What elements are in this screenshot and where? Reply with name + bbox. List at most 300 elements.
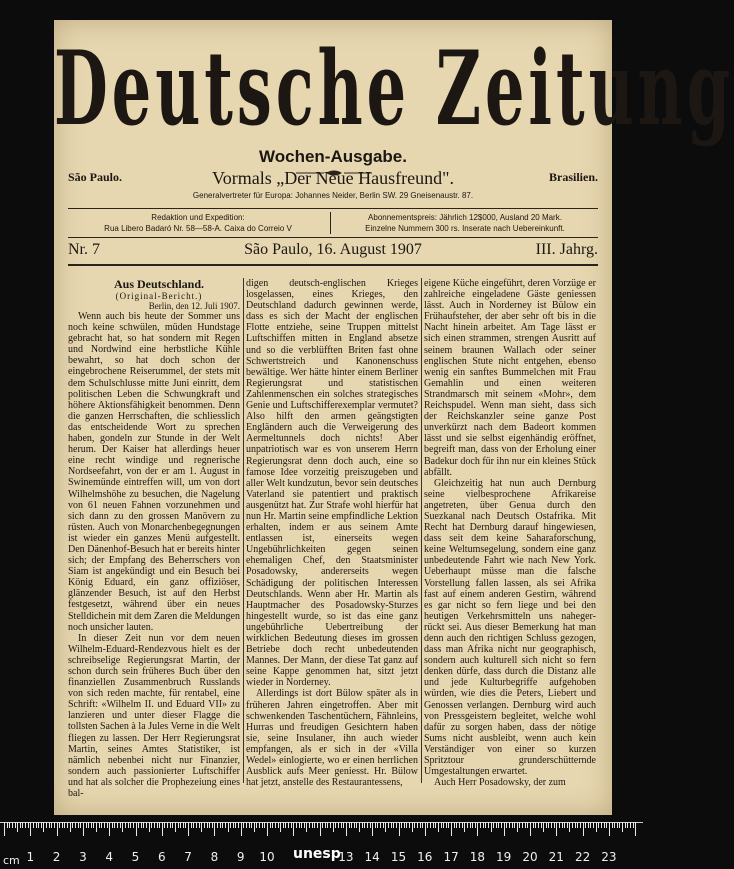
scale-tick	[533, 822, 534, 828]
scale-tick	[383, 822, 384, 828]
scale-tick	[167, 822, 168, 828]
scale-tick	[372, 822, 373, 836]
scale-tick	[67, 822, 68, 828]
paragraph: In dieser Zeit nun vor dem neuen Wilhelm-Eduard-Rendezvous hielt es der schreibselige Regierungsrat Martin, der schon durch sein früheres Buch über den finanziellen Zusammenbruch Russlands von sich reden machte, für rentabel, eine Schrift: «Wilhelm II. und Eduard VII» zu lanzieren und unter dieser Flagge die tollsten Sachen à la Jules Verne in die Welt fliegen zu lassen. Der Herr Regierungsrat Martin, seines Amtes Statistiker, ist nämlich nebenbei nicht nur Finanzier, sondern auch passionierter Luftschiffer und hat als solcher die Prophezeiung eines bal-	[68, 632, 240, 800]
scale-tick	[630, 822, 631, 828]
scale-tick	[406, 822, 407, 828]
issue-line	[68, 238, 598, 266]
scale-tick	[443, 822, 444, 828]
paragraph: Auch Herr Posadowsky, der zum	[434, 777, 566, 789]
scale-tick	[104, 822, 105, 828]
scale-tick	[483, 822, 484, 828]
scale-tick	[509, 822, 510, 828]
scale-tick	[22, 822, 23, 828]
scale-tick	[151, 822, 152, 828]
scale-number: 18	[469, 850, 486, 864]
scale-tick	[222, 822, 223, 828]
scale-tick	[575, 822, 576, 828]
scale-tick	[535, 822, 536, 828]
scale-tick	[88, 822, 89, 828]
subscription-info	[334, 212, 596, 234]
article-subtitle: (Original-Bericht.)	[115, 291, 203, 301]
scale-tick	[546, 822, 547, 828]
scale-tick	[393, 822, 394, 828]
scale-number: 21	[548, 850, 564, 864]
scale-tick	[214, 822, 215, 836]
scale-tick	[225, 822, 226, 828]
scale-tick	[43, 822, 44, 832]
scale-tick	[146, 822, 147, 828]
scale-tick	[25, 822, 26, 828]
scale-number: 10	[259, 850, 275, 864]
scale-tick	[178, 822, 179, 828]
scale-tick	[367, 822, 368, 828]
scale-tick	[433, 822, 434, 828]
scale-tick	[333, 822, 334, 832]
scale-number: 16	[417, 850, 433, 864]
scale-tick	[96, 822, 97, 832]
scale-tick	[262, 822, 263, 828]
scale-tick	[80, 822, 81, 828]
scale-tick	[283, 822, 284, 828]
scale-tick	[175, 822, 176, 832]
scale-tick	[583, 822, 584, 836]
article-title: Aus Deutschland.	[113, 277, 205, 291]
scale-tick	[530, 822, 531, 836]
scale-tick	[99, 822, 100, 828]
scale-tick	[112, 822, 113, 828]
scale-tick	[441, 822, 442, 828]
scale-tick	[259, 822, 260, 828]
scale-tick	[617, 822, 618, 828]
scale-tick	[149, 822, 150, 832]
scale-tick	[301, 822, 302, 828]
scale-tick	[564, 822, 565, 828]
scale-number: 5	[131, 850, 140, 864]
scale-tick	[196, 822, 197, 828]
edition-label: Wochen-Ausgabe.	[259, 147, 407, 166]
scale-tick	[593, 822, 594, 828]
scale-tick	[512, 822, 513, 828]
scale-tick	[625, 822, 626, 828]
column-2	[246, 278, 418, 793]
scale-tick	[412, 822, 413, 832]
scale-tick	[17, 822, 18, 832]
scale-tick	[554, 822, 555, 828]
scale-number: 4	[105, 850, 114, 864]
scale-tick	[233, 822, 234, 828]
scale-tick	[556, 822, 557, 836]
scale-tick	[172, 822, 173, 828]
scale-tick	[243, 822, 244, 828]
newspaper-page	[54, 20, 734, 815]
scale-tick	[304, 822, 305, 828]
scale-tick	[143, 822, 144, 828]
scale-tick	[164, 822, 165, 828]
paragraph: digen deutsch-englischen Krieges losgelassen, eines Krieges, den Deutschland dadurch gewinnen werde, dass es sich der Macht der englischen Flotte entziehe, seine Truppen mittelst Luftschiffen mitten in England absetze und so die verblüfften Briten fast ohne Schwertstreich und Kanonenschuss bewältige. Wer hätte hinter einem Berliner Regierungsrat und statistischen Zahlenmenschen ein solches strategisches Genie und Luftschifferexemplar vermutet? Also hilft den armen geängstigten Engländern auch die Verweigerung des Aermeltunnels doch nichts! Aber unpatriotisch war es von unserem Herrn Regierungsrat denn doch auch, eine so famose Idee vorzeitig preiszugeben und aller Welt kundzutun, bevor sein deutsches Vaterland sie patentiert und praktisch ausgenützt hat. Zur Strafe wohl hierfür hat nun Hr. Martin seine empfindliche Lektion erhalten, indem er aus seinem Amte entlassen ist, einerseits wegen Ungebührlichkeiten gegen seinen ehemaligen Chef, den Staatsminister Posadowsky, andererseits wegen Schädigung der politischen Interessen Deutschlands. Wenn aber Hr. Martin als Hauptmacher des Posadowsky-Sturzes hingestellt wurde, so ist das eine ganz ungebührliche Uebertreibung der wirklichen Bedeutung dieses im grossen Betriebe doch recht unbedeutenden Mannes. Der Mann, der diese Tat ganz auf seine Kappe genommen hat, sitzt jetzt wieder in Norderney.	[246, 278, 418, 689]
scale-tick	[567, 822, 568, 828]
scale-tick	[588, 822, 589, 828]
scale-number: 22	[574, 850, 591, 864]
measurement-scale	[0, 822, 643, 869]
scale-tick	[293, 822, 294, 836]
scale-tick	[136, 822, 137, 836]
scale-tick	[422, 822, 423, 828]
scale-tick	[7, 822, 8, 828]
scale-tick	[343, 822, 344, 828]
scale-tick	[435, 822, 436, 828]
scale-tick	[220, 822, 221, 828]
scale-tick	[635, 822, 636, 836]
issue-number: Nr. 7	[68, 241, 100, 258]
scale-unit: cm	[3, 854, 20, 867]
scale-tick	[120, 822, 121, 828]
scale-tick	[590, 822, 591, 828]
scale-tick	[188, 822, 189, 836]
scale-tick	[396, 822, 397, 828]
scale-tick	[491, 822, 492, 832]
scale-tick	[551, 822, 552, 828]
scale-tick	[504, 822, 505, 836]
info-divider	[330, 212, 331, 234]
scale-tick	[157, 822, 158, 828]
scale-number: 8	[210, 850, 219, 864]
scale-tick	[580, 822, 581, 828]
scale-tick	[246, 822, 247, 828]
general-representative: Generalvertreter für Europa: Johannes Neider, Berlin SW. 29 Gneisenaustr. 87.	[192, 191, 474, 200]
paragraph: Gleichzeitig hat nun auch Dernburg seine vielbesprochene Afrikareise angetreten, über Genua durch den Suezkanal nach Deutsch Ostafrika. Mit Recht hat Dernburg darauf hingewiesen, dass seit dem keine Saharaforschung, keine Weltumsegelung, sondern eine ganz unbedeutende Fahrt wie nach New York. Ueberhaupt müsse man die falsche Vorstellung fallen lassen, als sei Afrika fast auf einem anderen Gestirn, während es gar nicht so fern liege und bei den heutigen Verkehrsmitteln uns naheger-rückt sei. Aus dieser Bemerkung hat man denn auch den richtigen Schluss gezogen, dass man Afrika nicht nur geographisch, sondern auch kulturell sich nicht so fern denken dürfe, dass durch die Distanz alle und jede Kulturbegriffe aufgehoben würden, wie dies die Peters, Liebert und Genossen verlangen. Dernburg wird auch von Pressgeistern begleitet, welche wohl dafür zu sorgen haben, dass der nötige Sums nicht ausbleibt, wenn auch kein Verständiger von einer so kurzen Spritztour grunderschütternde Umgestaltungen erwartet.	[424, 477, 596, 778]
scale-tick	[527, 822, 528, 828]
scale-number: 19	[496, 850, 512, 864]
paragraph: Allerdings ist dort Bülow später als in früheren Jahren eingetroffen. Aber mit schwenkenden Taschentüchern, Fähnleins, Hurras und freudigen Gesichtern haben sie, seine Insulaner, ihn auch wieder empfangen, als er sich in der «Villa Wedel» einlogierte, wo er einen herrlichen Ausblick aufs Meer geniesst. Hr. Bülow hat jetzt, anstelle des Restaurantessens,	[246, 688, 418, 789]
scale-tick	[480, 822, 481, 828]
scale-tick	[409, 822, 410, 828]
scale-tick	[114, 822, 115, 828]
scale-tick	[62, 822, 63, 828]
scale-tick	[183, 822, 184, 828]
scale-tick	[72, 822, 73, 828]
scale-tick	[633, 822, 634, 828]
editorial-street: Rua Libero Badaró Nr. 58—58-A. Caixa do Correio V	[104, 224, 292, 233]
scale-tick	[109, 822, 110, 836]
scale-tick	[622, 822, 623, 832]
scale-tick	[522, 822, 523, 828]
scale-tick	[354, 822, 355, 828]
scale-tick	[388, 822, 389, 828]
column-rule	[243, 278, 244, 783]
scale-tick	[464, 822, 465, 832]
scale-tick	[117, 822, 118, 828]
scale-number: 13	[338, 850, 354, 864]
scale-tick	[312, 822, 313, 828]
scale-tick	[612, 822, 613, 828]
scale-tick	[335, 822, 336, 828]
scale-tick	[285, 822, 286, 828]
column-3	[424, 278, 596, 793]
scale-tick	[306, 822, 307, 832]
scale-tick	[4, 822, 5, 836]
scale-tick	[141, 822, 142, 828]
scale-tick	[496, 822, 497, 828]
scale-tick	[193, 822, 194, 828]
scale-tick	[519, 822, 520, 828]
scale-tick	[364, 822, 365, 828]
scale-tick	[399, 822, 400, 836]
scale-tick	[338, 822, 339, 828]
scale-tick	[559, 822, 560, 828]
scale-tick	[138, 822, 139, 828]
scale-tick	[130, 822, 131, 828]
scale-tick	[267, 822, 268, 836]
scale-tick	[377, 822, 378, 828]
scale-tick	[185, 822, 186, 828]
subscription-price: Abonnementspreis: Jährlich 12$000, Ausland 20 Mark.	[368, 213, 562, 222]
city-left: São Paulo.	[68, 170, 123, 184]
scale-tick	[278, 822, 279, 828]
scale-tick	[356, 822, 357, 828]
article-dateline: Berlin, den 12. Juli 1907.	[148, 301, 240, 311]
scale-tick	[454, 822, 455, 828]
scale-tick	[322, 822, 323, 828]
scale-tick	[472, 822, 473, 828]
scale-tick	[501, 822, 502, 828]
scale-tick	[235, 822, 236, 828]
scale-tick	[133, 822, 134, 828]
scale-tick	[420, 822, 421, 828]
scale-tick	[159, 822, 160, 828]
scale-tick	[606, 822, 607, 828]
scale-tick	[498, 822, 499, 828]
single-issue-price: Einzelne Nummern 300 rs. Inserate nach Uebereinkunft.	[365, 224, 565, 233]
scale-tick	[414, 822, 415, 828]
scale-tick	[122, 822, 123, 832]
scale-tick	[525, 822, 526, 828]
scale-tick	[427, 822, 428, 828]
scale-tick	[438, 822, 439, 832]
scale-tick	[548, 822, 549, 828]
scale-tick	[341, 822, 342, 828]
scale-tick	[320, 822, 321, 836]
scale-tick	[577, 822, 578, 828]
scale-tick	[314, 822, 315, 828]
scale-tick	[627, 822, 628, 828]
scale-number: 17	[443, 850, 459, 864]
scale-tick	[57, 822, 58, 836]
scale-tick	[212, 822, 213, 828]
scale-tick	[288, 822, 289, 828]
scale-tick	[41, 822, 42, 828]
scale-tick	[572, 822, 573, 828]
scale-tick	[38, 822, 39, 828]
scale-tick	[569, 822, 570, 832]
scale-tick	[93, 822, 94, 828]
paragraph: eigene Küche eingeführt, deren Vorzüge er zahlreiche eingeladene Gäste geniessen lässt. Auch in Norderney ist Bülow ein Frühaufsteher, der aber sehr oft bis in die Nacht hinein arbeitet. Am Tage lässt er sich einen strammen, strengen Ausritt auf seinem braunen Wallach oder seiner englischen Stute nicht entgehen, ebenso wenig ein sanftes Bummelchen mit Frau Gemahlin und einen weiteren Strandmarsch mit seinem «Mohr», dem Reichspudel. Wenn man sieht, dass sich der Reichskanzler seine ganze Post unverkürzt nach dem Badeort kommen lässt und sie selbst eigenhändig eröffnet, begreift man, dass von der Erholung einer Badekur doch für ihn nur ein kleines Stück abfällt.	[424, 278, 596, 478]
scale-tick	[598, 822, 599, 828]
scale-tick	[470, 822, 471, 828]
scale-tick	[30, 822, 31, 836]
scale-tick	[204, 822, 205, 828]
scale-tick	[128, 822, 129, 828]
scale-tick	[49, 822, 50, 828]
scale-tick	[199, 822, 200, 828]
scale-tick	[391, 822, 392, 828]
scale-number: 3	[79, 850, 87, 864]
scale-tick	[296, 822, 297, 828]
scale-tick	[514, 822, 515, 828]
scale-tick	[125, 822, 126, 828]
scale-tick	[380, 822, 381, 828]
scale-tick	[51, 822, 52, 828]
scale-tick	[33, 822, 34, 828]
scale-tick	[330, 822, 331, 828]
formerly-title: Vormals „Der Neue Hausfreund".	[212, 168, 454, 188]
scale-tick	[375, 822, 376, 828]
scale-tick	[217, 822, 218, 828]
scale-tick	[430, 822, 431, 828]
scale-tick	[251, 822, 252, 828]
scale-number: 2	[52, 850, 61, 864]
scale-tick	[180, 822, 181, 828]
scale-tick	[264, 822, 265, 828]
scale-tick	[309, 822, 310, 828]
scale-tick	[325, 822, 326, 828]
scale-tick	[562, 822, 563, 828]
scale-tick	[401, 822, 402, 828]
column-1	[68, 277, 240, 800]
editorial-address	[68, 212, 328, 234]
column-rule	[421, 278, 422, 783]
scale-tick	[370, 822, 371, 828]
article-columns	[68, 277, 598, 800]
scale-tick	[596, 822, 597, 832]
scale-tick	[609, 822, 610, 836]
scale-tick	[64, 822, 65, 828]
scale-tick	[446, 822, 447, 828]
scale-number: 15	[390, 850, 407, 864]
scale-tick	[230, 822, 231, 828]
scale-tick	[154, 822, 155, 828]
scale-tick	[91, 822, 92, 828]
scale-tick	[86, 822, 87, 828]
scale-tick	[78, 822, 79, 828]
scale-tick	[346, 822, 347, 836]
scale-tick	[249, 822, 250, 828]
scale-tick	[280, 822, 281, 832]
masthead	[54, 28, 734, 149]
scale-number: 7	[184, 850, 192, 864]
scale-tick	[327, 822, 328, 828]
scale-number: 20	[522, 850, 538, 864]
scale-tick	[541, 822, 542, 828]
scale-tick	[506, 822, 507, 828]
scale-tick	[359, 822, 360, 832]
scale-tick	[191, 822, 192, 828]
scale-tick	[9, 822, 10, 828]
scale-tick	[59, 822, 60, 828]
info-box	[68, 208, 598, 238]
scale-tick	[477, 822, 478, 836]
scale-tick	[36, 822, 37, 828]
scale-tick	[404, 822, 405, 828]
scale-tick	[543, 822, 544, 832]
scale-tick	[538, 822, 539, 828]
scale-tick	[70, 822, 71, 832]
scale-tick	[456, 822, 457, 828]
scale-tick	[15, 822, 16, 828]
scale-tick	[601, 822, 602, 828]
scale-tick	[475, 822, 476, 828]
newspaper-title: Deutsche Zeitung	[54, 28, 734, 149]
scale-tick	[517, 822, 518, 832]
scale-tick	[107, 822, 108, 828]
scale-tick	[291, 822, 292, 828]
scale-tick	[317, 822, 318, 828]
scale-tick	[385, 822, 386, 832]
scale-tick	[170, 822, 171, 828]
scale-tick	[46, 822, 47, 828]
scale-number: 6	[157, 850, 166, 864]
scale-tick	[254, 822, 255, 832]
scale-tick	[28, 822, 29, 828]
scale-tick	[20, 822, 21, 828]
issue-place-date: São Paulo, 16. August 1907	[244, 241, 422, 258]
scale-tick	[54, 822, 55, 828]
scale-number: 23	[601, 850, 617, 864]
scale-tick	[604, 822, 605, 828]
scale-tick	[417, 822, 418, 828]
scale-tick	[83, 822, 84, 836]
scale-tick	[207, 822, 208, 828]
scale-tick	[349, 822, 350, 828]
scale-tick	[272, 822, 273, 828]
scale-tick	[101, 822, 102, 828]
scale-tick	[459, 822, 460, 828]
scale-tick	[201, 822, 202, 832]
scale-tick	[462, 822, 463, 828]
scale-tick	[448, 822, 449, 828]
scale-tick	[493, 822, 494, 828]
scale-tick	[241, 822, 242, 836]
scale-tick	[585, 822, 586, 828]
scale-tick	[488, 822, 489, 828]
scale-tick	[75, 822, 76, 828]
scale-tick	[275, 822, 276, 828]
scale-tick	[270, 822, 271, 828]
scale-tick	[238, 822, 239, 828]
scale-tick	[425, 822, 426, 836]
city-right: Brasilien.	[548, 170, 598, 184]
scale-tick	[209, 822, 210, 828]
scale-number: 1	[26, 850, 35, 864]
scale-tick	[362, 822, 363, 828]
scale-tick	[228, 822, 229, 832]
scale-tick	[162, 822, 163, 836]
scale-number: 9	[236, 850, 245, 864]
scale-tick	[299, 822, 300, 828]
unesp-logo: unesp	[293, 846, 341, 862]
scale-tick	[485, 822, 486, 828]
issue-year: III. Jahrg.	[535, 241, 598, 258]
scale-tick	[614, 822, 615, 828]
scale-tick	[619, 822, 620, 828]
scale-tick	[451, 822, 452, 836]
scale-tick	[256, 822, 257, 828]
scale-tick	[12, 822, 13, 828]
paragraph: Wenn auch bis heute der Sommer uns noch keine schwülen, müden Hundstage gebracht hat, so hat sondern mit Regen und Nordwind eine herbstliche Kühle bewahrt, so hat doch schon der eingebrochene Reiserummel, der stets mit dem Schulschlusse mitte Juni einritt, dem politischen Leben die Schwungkraft und höhere Aktionsfähigkeit benommen. Denn die ganzen Herrschaften, die schliesslich das entscheidende Wort zu sprechen haben, gondeln zur Stunde in der Welt herum. Der Kaiser hat allerdings heuer eine recht windige und regnerische Nordseefahrt, von der er am 1. August in Swinemünde eintreffen will, um von dort Wilhelmshöhe zu besuchen, die Nagelung von 61 neuen Fahnen vorzunehmen und sich dann zu den grossen Manövern zu rüsten. Auch von Monarchenbegegnungen ist wieder ein ganzes Menü aufgestellt. Den Dänenhof-Besuch hat er bereits hinter sich; der Empfang des Beherrschers von Siam ist angekündigt und ein Besuch bei König Eduard, ein ganz offiziöser, glänzender Besuch, ist auf den Herbst festgesetzt, während über ein neues Stelldichein mit dem Zaren die Meldungen noch unsicher lauten.	[68, 311, 240, 633]
scale-number: 14	[364, 850, 380, 864]
editorial-label: Redaktion und Expedition:	[151, 213, 245, 222]
scale-tick	[467, 822, 468, 828]
